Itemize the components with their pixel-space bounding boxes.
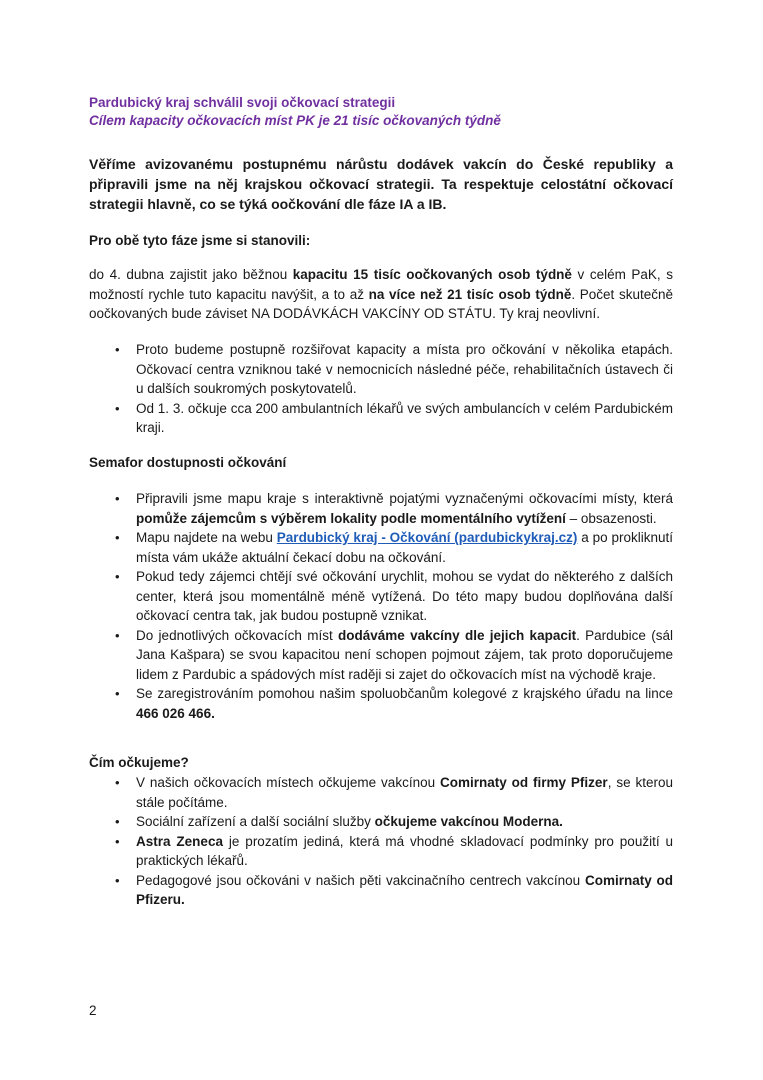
bullet-icon: • — [115, 872, 120, 888]
bullet-icon: • — [115, 686, 120, 701]
list-item: • Pokud tedy zájemci chtějí své očkování urychlit, mohou se vydat do některého z dalších center, která jsou momentálně méně vytížená. Do této mapy budou doplňována další očkovací centra tak, jak budou postupně vznikat. — [115, 569, 673, 623]
list-item: • V našich očkovacích místech očkujeme vakcínou Comirnaty od firmy Pfizer, se kterou stále počítáme. — [115, 775, 673, 810]
phases-title: Pro obě tyto fáze jsme si stanovili: — [89, 233, 311, 248]
bullet-icon: • — [115, 814, 120, 829]
vaccines-title: Čím očkujeme? — [89, 755, 189, 770]
headline-title: Pardubický kraj schválil svoji očkovací strategii — [89, 95, 396, 110]
page-number: 2 — [89, 1003, 97, 1018]
bullet-icon: • — [115, 833, 120, 849]
ockovani-web-link[interactable]: Pardubický kraj - Očkování (pardubickykraj.cz) — [276, 530, 578, 545]
phases-paragraph: do 4. dubna zajistit jako běžnou kapacitu 15 tisíc oočkovaných osob týdně v celém PaK, s možností rychle tuto kapacitu navýšit, a to až na více než 21 tisíc osob týdně. Počet skutečně oočkovaných bude záviset NA DODÁVKÁCH VAKCÍNY OD STÁTU. Ty kraj neovlivní. — [89, 267, 673, 321]
list-item: • Se zaregistrováním pomohou našim spoluobčanům kolegové z krajského úřadu na lince 466 026 466. — [115, 686, 673, 721]
list-item: • Připravili jsme mapu kraje s interaktivně pojatými vyznačenými očkovacími místy, která pomůže zájemcům s výběrem lokality podle momentálního vytížení – obsazenosti. — [115, 491, 673, 526]
list-item: • Do jednotlivých očkovacích míst dodáváme vakcíny dle jejich kapacit. Pardubice (sál Jana Kašpara) se svou kapacitou není schopen pojmout zájem, tak proto doporučujeme lidem z Pardubic a spádových míst raději si zajet do očkovacích míst na východě kraje. — [115, 627, 673, 682]
bullet-icon: • — [115, 400, 120, 416]
bullet-icon: • — [115, 491, 120, 506]
list-item: • Od 1. 3. očkuje cca 200 ambulantních lékařů ve svých ambulancích v celém Pardubickém kraji. — [115, 400, 673, 435]
vaccines-bullet-list — [89, 773, 673, 910]
list-item: • Pedagogové jsou očkováni v našich pěti vakcinačního centrech vakcínou Comirnaty od Pfizeru. — [115, 872, 673, 907]
bullet-icon: • — [115, 627, 120, 643]
semafor-title: Semafor dostupnosti očkování — [89, 455, 287, 470]
headline-subtitle: Cílem kapacity očkovacích míst PK je 21 tisíc očkovaných týdně — [89, 113, 501, 128]
bullet-icon: • — [115, 342, 120, 357]
bullet-icon: • — [115, 775, 120, 790]
bullet-icon: • — [115, 569, 120, 584]
bullet-icon: • — [115, 530, 120, 545]
semafor-bullet-list — [89, 489, 673, 723]
lead-paragraph: Věříme avizovanému postupnému nárůstu dodávek vakcín do České republiky a připravili jsme na něj krajskou očkovací strategii. Ta respektuje celostátní očkovací strategii hlavně, co se týká oočkování dle fáze IA a IB. — [89, 156, 673, 212]
list-item: • Astra Zeneca je prozatím jediná, která má vhodné skladovací podmínky pro použití u praktických lékařů. — [115, 833, 673, 868]
list-item: • Proto budeme postupně rozšiřovat kapacity a místa pro očkování v několika etapách. Očkovací centra vzniknou také v nemocnicích následné péče, rehabilitačních ústavech či u dalších soukromých poskytovatelů. — [115, 342, 673, 396]
list-item: • Mapu najdete na webu Pardubický kraj - Očkování (pardubickykraj.cz) a po prokliknutí místa vám ukáže aktuální čekací dobu na očkování. — [115, 530, 673, 565]
list-item: • Sociální zařízení a další sociální služby očkujeme vakcínou Moderna. — [89, 812, 673, 832]
phases-bullet-list — [89, 340, 673, 438]
